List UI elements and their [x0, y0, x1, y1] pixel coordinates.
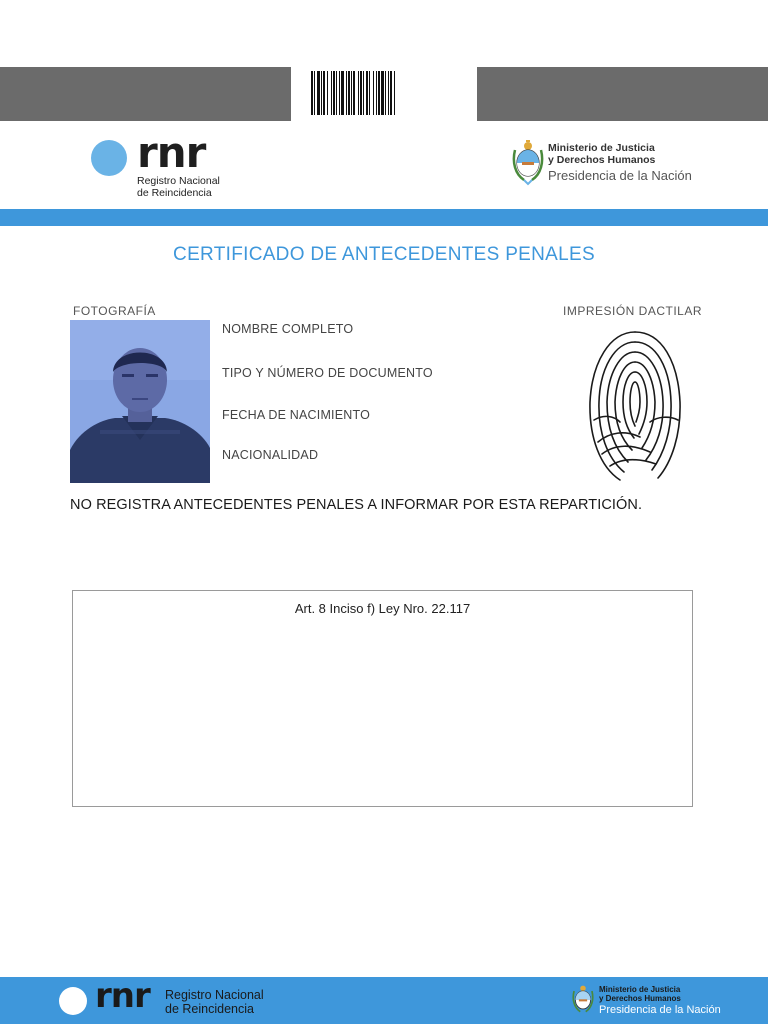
rnr-logo-sub-line1: Registro Nacional	[137, 175, 220, 187]
footer-ministry-line1: Ministerio de Justicia	[599, 985, 681, 994]
top-band	[0, 67, 768, 121]
footer-ministry-line2: y Derechos Humanos	[599, 994, 681, 1003]
top-band-left	[0, 67, 291, 121]
ministry-logo	[512, 140, 732, 190]
rnr-logo	[90, 128, 230, 200]
field-nationality: NACIONALIDAD	[222, 448, 319, 462]
photo-label: FOTOGRAFÍA	[73, 304, 156, 318]
law-reference: Art. 8 Inciso f) Ley Nro. 22.117	[294, 601, 471, 616]
fingerprint-icon	[580, 322, 690, 487]
field-document: TIPO Y NÚMERO DE DOCUMENTO	[222, 366, 433, 380]
header-blue-band	[0, 209, 768, 226]
rnr-logo-subtitle	[137, 175, 237, 199]
portrait-image	[70, 320, 210, 483]
barcode-icon	[309, 69, 457, 117]
certificate-title: CERTIFICADO DE ANTECEDENTES PENALES	[173, 244, 595, 265]
photo	[70, 320, 210, 483]
field-full-name: NOMBRE COMPLETO	[222, 322, 354, 336]
field-birth-date: FECHA DE NACIMIENTO	[222, 408, 371, 422]
coat-of-arms-icon	[512, 140, 544, 186]
footer-band	[0, 977, 768, 1024]
rnr-logo-word: rnr	[137, 128, 206, 177]
rnr-logo-dot	[91, 140, 127, 176]
coat-of-arms-icon	[572, 983, 594, 1017]
footer-logo-sub-line1: Registro Nacional	[165, 988, 264, 1002]
fingerprint-label: IMPRESIÓN DACTILAR	[563, 304, 703, 318]
law-reference-box	[72, 590, 693, 807]
top-band-right	[477, 67, 768, 121]
footer-logo-dot	[59, 987, 87, 1015]
footer-ministry-line3: Presidencia de la Nación	[599, 1004, 721, 1016]
ministry-line2: y Derechos Humanos	[548, 154, 656, 166]
rnr-logo-sub-line2: de Reincidencia	[137, 187, 212, 199]
ministry-line3: Presidencia de la Nación	[548, 168, 692, 183]
no-record-statement: NO REGISTRA ANTECEDENTES PENALES A INFORMAR POR ESTA REPARTICIÓN.	[70, 497, 643, 513]
footer-logo-sub-line2: de Reincidencia	[165, 1002, 254, 1016]
footer-logo-word: rnr	[95, 976, 150, 1016]
ministry-line1: Ministerio de Justicia	[548, 142, 655, 154]
footer-ministry-logo	[572, 983, 762, 1021]
footer-logo-subtitle	[165, 988, 264, 1016]
